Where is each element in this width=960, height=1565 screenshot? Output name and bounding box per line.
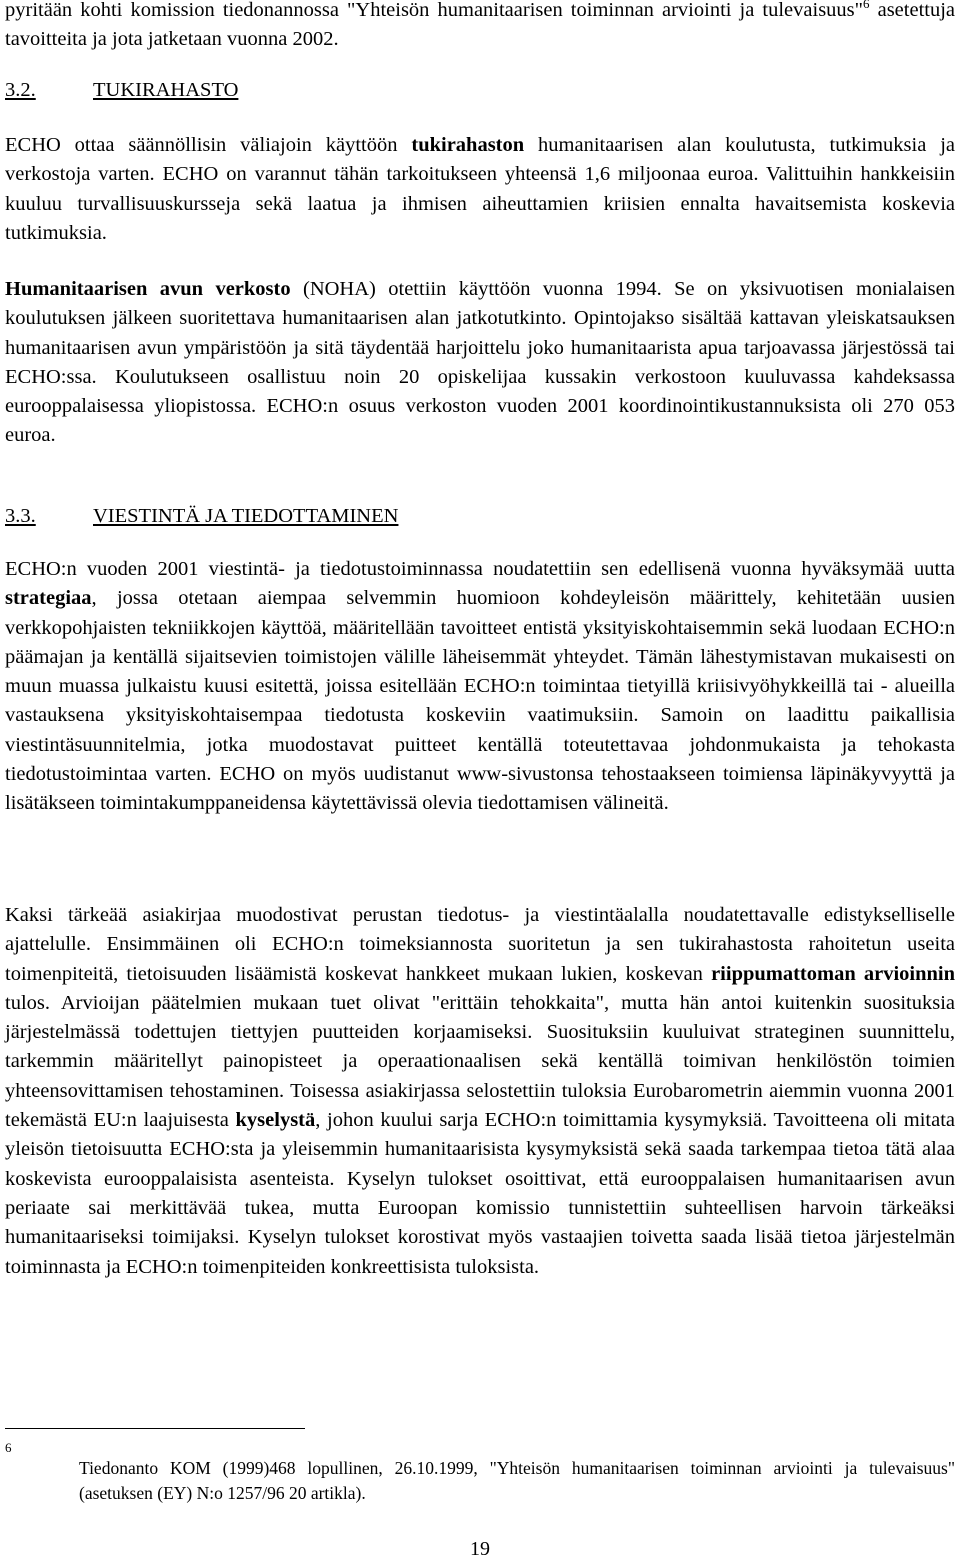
intro-paragraph	[5, 0, 955, 55]
intro-text: pyritään kohti komission tiedonannossa "Yhteisön humanitaarisen toiminnan arviointi ja tulevaisuus"	[5, 0, 864, 21]
section-number: 3.3.	[5, 505, 36, 527]
paragraph-noha	[5, 275, 955, 451]
section-heading-3-3	[5, 502, 398, 531]
paragraph-text: ECHO:n vuoden 2001 viestintä- ja tiedotustoiminnassa noudatettiin sen edellisenä vuonna hyväksymää uutta	[5, 558, 955, 580]
paragraph-text: humanitaarisen alan koulutusta, tutkimuksia ja verkostoja varten. ECHO on varannut tähän tarkoitukseen yhteensä 1,6 miljoonaa euroa. Valittuihin hankkeisiin kuuluu turvallisuuskursseja sekä laatua ja ihmisen aiheuttamien kriisien ennalta havaitsemista koskevia tutkimuksia.	[5, 134, 955, 244]
paragraph-text: tulos. Arvioijan päätelmien mukaan tuet olivat "erittäin tehokkaita", mutta hän antoi kuitenkin suosituksia järjestelmässä todettujen tiettyjen puutteiden korjaamiseksi. Suosituksiin kuuluivat strateginen suunnittelu, tarkemmin määritellyt painopisteet ja operaationaalisen sekä kentällä toimivan henkilöstön toimien yhteensovittamisen tehostaminen. Toisessa asiakirjassa selostettiin tuloksia Eurobarometrin aiemmin vuonna 2001 tekemästä EU:n laajuisesta	[5, 991, 955, 1132]
bold-term: tukirahaston	[411, 134, 525, 156]
intro-text-continued: asetettuja tavoitteita ja jota jatketaan vuonna 2002.	[5, 0, 956, 51]
paragraph-text: ECHO ottaa säännöllisin väliajoin käyttöön	[5, 134, 412, 156]
bold-term: Humanitaarisen avun verkosto	[5, 278, 291, 300]
paragraph-strategy	[5, 555, 955, 819]
bold-term: riippumattoman arvioinnin	[711, 962, 955, 985]
section-number: 3.2.	[5, 79, 36, 101]
paragraph-tukirahasto	[5, 131, 955, 248]
footnote-mark: 6	[5, 1440, 12, 1455]
section-heading-3-2	[5, 76, 238, 105]
footnote-reference[interactable]: 6	[863, 0, 870, 12]
footnote-text: Tiedonanto KOM (1999)468 lopullinen, 26.10.1999, "Yhteisön humanitaarisen toiminnan arviointi ja tulevaisuus" (asetuksen (EY) N:o 1257/96 20 artikla).	[79, 1458, 955, 1503]
footnote-divider	[5, 1428, 305, 1429]
page-number: 19	[470, 1538, 490, 1560]
paragraph-text: (NOHA) otettiin käyttöön vuonna 1994. Se on yksivuotisen monialaisen koulutuksen jälkeen suoritettava humanitaarisen alan jatkotutkinto. Opintojakso sisältää kattavan yleiskatsauksen humanitaarisen avun ympäristöön ja sitä täydentää harjoittelu joko humanitaarista apua tarjoavassa järjestössä tai ECHO:ssa. Koulutukseen osallistuu noin 20 opiskelijaa kussakin verkostoon kuuluvassa kahdeksassa eurooppalaisessa yliopistossa. ECHO:n osuus verkoston vuoden 2001 koordinointikustannuksista oli 270 053 euroa.	[5, 278, 955, 447]
paragraph-text: , johon kuului sarja ECHO:n toimittamia kysymyksiä. Tavoitteena oli mitata yleisön tietoisuutta ECHO:sta ja yleisemmin humanitaarisista kysymyksistä sekä saada tarkempaa tietoa tätä alaa koskevista eurooppalaisista asenteista. Kyselyn tulokset osoittivat, että eurooppalaisen humanitaarisen avun periaate sai merkittävää tukea, mutta Euroopan komissio tunnistettiin suhteellisen harvoin tärkeäksi humanitaariseksi toimijaksi. Kyselyn tulokset korostivat myös vastaajien toivetta saada lisää tietoa järjestelmän toiminnasta ja ECHO:n toimenpiteiden konkreettisista tuloksista.	[5, 1109, 955, 1278]
bold-term: kyselystä	[235, 1109, 316, 1132]
paragraph-documents	[5, 901, 955, 1282]
paragraph-text: , jossa otetaan aiempaa selvemmin huomioon kohdeyleisön määrittely, kehitetään uusien verkkopohjaisten tekniikkojen käyttöä, määritellään tavoitteet entistä yksityiskohtaisemmin sekä luodaan ECHO:n päämajan ja kentällä sijaitsevien toimistojen välille läheisemmät yhteydet. Tämän lähestymistavan mukaisesti on muun muassa julkaistu kuusi esitettä, joissa esitellään ECHO:n toimintaa tietyillä kriisivyöhykkeillä tai - alueilla vastauksena yksityiskohtaisempaa tiedotusta koskeviin vaatimuksiin. Samoin on laadittu paikallisia viestintäsuunnitelmia, jotka muodostavat puitteet kentällä toteutettavaa johdonmukaista ja tehokasta tiedotustoimintaa varten. ECHO on myös uudistanut www-sivustonsa tehostaakseen toimiensa läpinäkyvyyttä ja lisätäkseen toimintakumppaneidensa käytettävissä olevia tiedottamisen välineitä.	[5, 587, 955, 815]
bold-term: strategiaa	[5, 587, 92, 610]
section-title: VIESTINTÄ JA TIEDOTTAMINEN	[93, 505, 399, 527]
paragraph-text: Kaksi tärkeää asiakirjaa muodostivat perustan tiedotus- ja viestintäalalla noudatettavalle edistykselliselle ajattelulle. Ensimmäinen oli ECHO:n toimeksiannosta suoritetun ja sen tukirahastosta rahoitetun useita toimenpiteitä, tietoisuuden lisäämistä koskevat hankkeet mukaan lukien, koskevan	[5, 904, 955, 985]
section-title: TUKIRAHASTO	[93, 79, 239, 101]
